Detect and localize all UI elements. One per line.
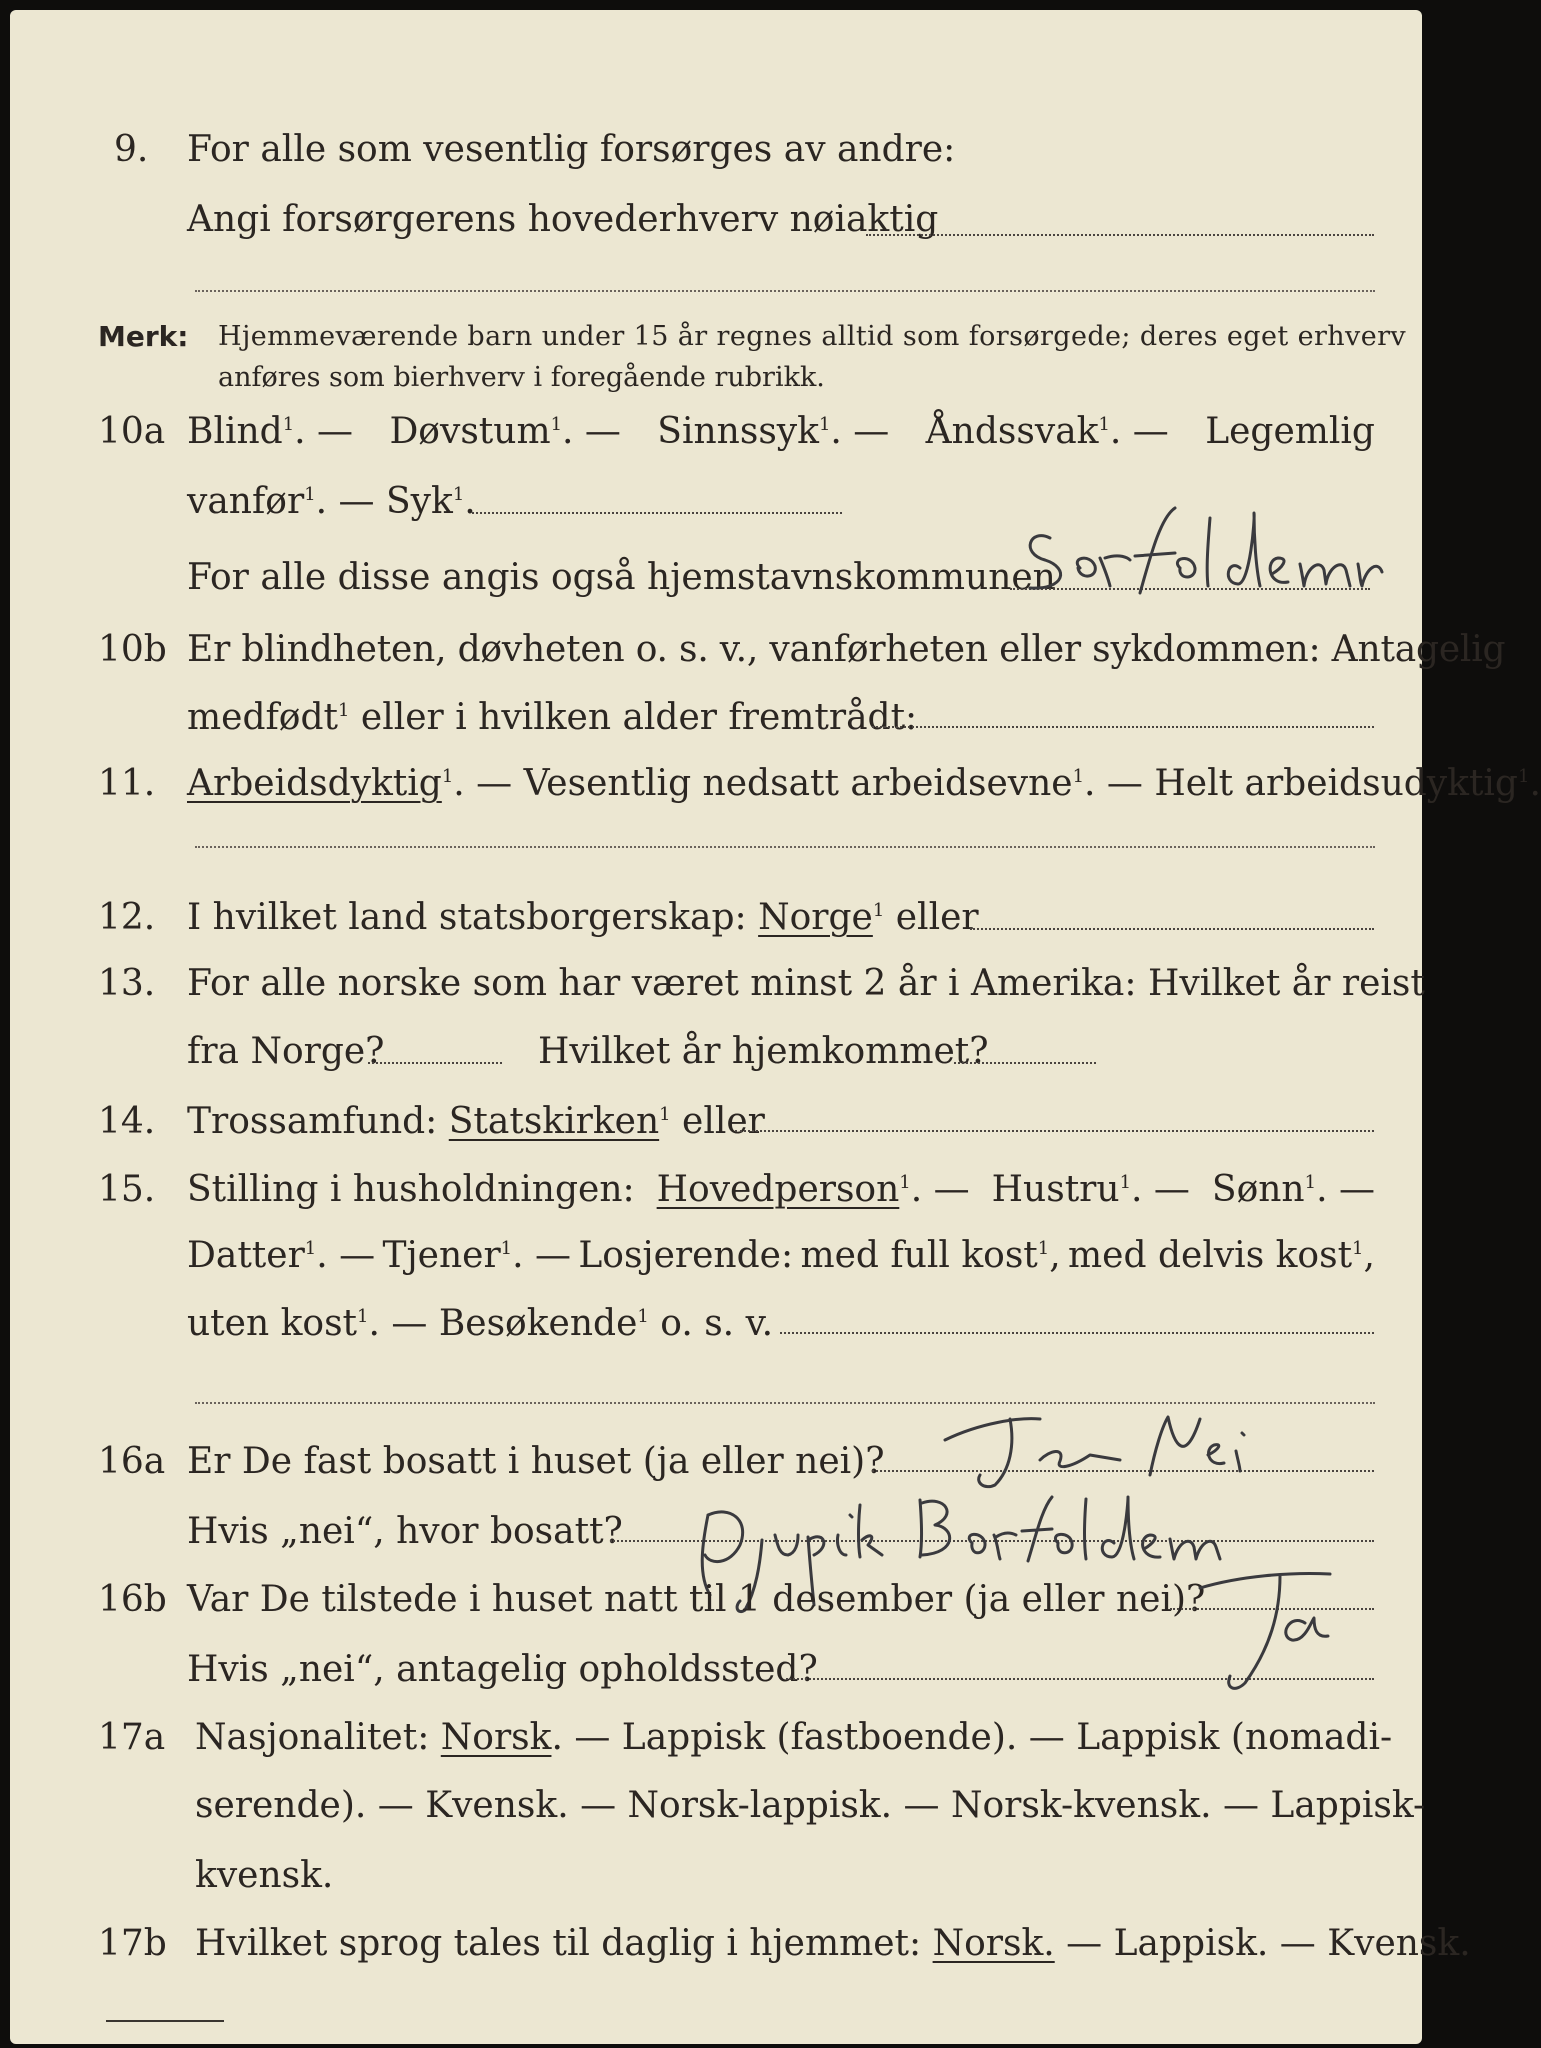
q12-number: 12. bbox=[98, 897, 156, 938]
q10b-line1: Er blindheten, døvheten o. s. v., vanførheten eller sykdommen: Antagelig bbox=[187, 629, 1506, 670]
q10a-line3: For alle disse angis også hjemstavnskommunen bbox=[187, 557, 1056, 598]
handwriting-ja-nei bbox=[940, 1405, 1270, 1495]
hovedperson-option: Hovedperson bbox=[656, 1169, 900, 1210]
norsk-language-option: Norsk. bbox=[932, 1923, 1055, 1964]
q11-number: 11. bbox=[98, 763, 156, 804]
q13-fra-line bbox=[368, 1062, 502, 1064]
handwriting-sorfolden bbox=[1010, 498, 1390, 608]
q15-line3: uten kost$^1$. — Besøkende$^1$ o. s. v. bbox=[187, 1303, 774, 1344]
q10b-line2: medfødt$^1$ eller i hvilken alder fremtrådt: bbox=[187, 697, 918, 738]
q16a-number: 16a bbox=[98, 1441, 166, 1482]
statskirken-option: Statskirken bbox=[448, 1101, 660, 1142]
q10a-line2: vanfør$^1$. — Syk$^1$. bbox=[187, 481, 476, 522]
q13-hjem: Hvilket år hjemkommet? bbox=[538, 1031, 989, 1072]
q13-hjem-line bbox=[954, 1062, 1096, 1064]
q9-line1: For alle som vesentlig forsørges av andre: bbox=[187, 129, 956, 170]
q12-answer-line bbox=[970, 928, 1374, 930]
dovstum-option: Døvstum$^1$. — bbox=[389, 411, 621, 452]
merk-label: Merk: bbox=[98, 320, 189, 353]
legemlig-option: Legemlig bbox=[1205, 411, 1375, 452]
q10a-syk-line bbox=[472, 512, 842, 514]
q9-number: 9. bbox=[114, 129, 149, 170]
q10b-number: 10b bbox=[98, 629, 167, 670]
q9-answer-line bbox=[866, 234, 1374, 236]
handwriting-ja bbox=[1190, 1558, 1360, 1698]
q16b-number: 16b bbox=[98, 1579, 167, 1620]
q13-line1: For alle norske som har været minst 2 år i Amerika: Hvilket år reist bbox=[187, 963, 1425, 1004]
norsk-option: Norsk bbox=[440, 1717, 552, 1758]
q15-line1: Stilling i husholdningen: Hovedperson$^1$. — Hustru$^1$. — Sønn$^1$. — bbox=[187, 1169, 1375, 1210]
q15-rule bbox=[195, 1402, 1375, 1404]
q17a-number: 17a bbox=[98, 1717, 166, 1758]
q16b-line1: Var De tilstede i huset natt til 1 desember (ja eller nei)? bbox=[187, 1579, 1206, 1620]
q11-line: Arbeidsdyktig$^1$. — Vesentlig nedsatt arbeidsevne$^1$. — Helt arbeidsudyktig$^1$. bbox=[187, 763, 1541, 804]
q9-line2: Angi forsørgerens hovederhverv nøiaktig bbox=[187, 199, 939, 240]
footnote-rule bbox=[106, 2020, 224, 2022]
q16a-line1: Er De fast bosatt i huset (ja eller nei)? bbox=[187, 1441, 885, 1482]
q14-answer-line bbox=[735, 1130, 1374, 1132]
norge-option: Norge bbox=[758, 897, 873, 938]
q15-number: 15. bbox=[98, 1169, 156, 1210]
q10a-number: 10a bbox=[98, 411, 166, 452]
q13-number: 13. bbox=[98, 963, 156, 1004]
census-form-page bbox=[10, 10, 1541, 2044]
arbeidsdyktig-option: Arbeidsdyktig bbox=[187, 763, 442, 804]
q17a-line3: kvensk. bbox=[195, 1855, 334, 1896]
q17a-line2: serende). — Kvensk. — Norsk-lappisk. — Norsk-kvensk. — Lappisk- bbox=[195, 1785, 1426, 1826]
q10b-answer-line bbox=[872, 726, 1374, 728]
q14-line: Trossamfund: Statskirken$^1$ eller bbox=[187, 1101, 765, 1142]
andssvak-option: Åndssvak$^1$. — bbox=[925, 411, 1169, 452]
blind-option: Blind$^1$. — bbox=[187, 411, 354, 452]
q15-answer-line bbox=[780, 1332, 1374, 1334]
q14-number: 14. bbox=[98, 1101, 156, 1142]
q9-rule bbox=[195, 290, 1375, 292]
merk-line2: anføres som bierhverv i foregående rubrikk. bbox=[218, 362, 825, 393]
q16a-line2: Hvis „nei“, hvor bosatt? bbox=[187, 1511, 623, 1552]
q17a-line1: Nasjonalitet: Norsk. — Lappisk (fastboende). — Lappisk (nomadi- bbox=[195, 1717, 1393, 1758]
q11-rule bbox=[195, 846, 1375, 848]
q10a-line1 bbox=[187, 411, 1375, 452]
q13-fra: fra Norge? bbox=[187, 1031, 385, 1072]
q16b-line2: Hvis „nei“, antagelig opholdssted? bbox=[187, 1649, 818, 1690]
q15-line2: Datter$^1$. — Tjener$^1$. — Losjerende: med full kost$^1$, med delvis kost$^1$, bbox=[187, 1235, 1375, 1276]
q12-line: I hvilket land statsborgerskap: Norge$^1$ eller bbox=[187, 897, 979, 938]
q17b-line: Hvilket sprog tales til daglig i hjemmet: Norsk. — Lappisk. — Kvensk. bbox=[195, 1923, 1471, 1964]
sinnssyk-option: Sinnssyk$^1$. — bbox=[657, 411, 890, 452]
q17b-number: 17b bbox=[98, 1923, 167, 1964]
merk-line1: Hjemmeværende barn under 15 år regnes alltid som forsørgede; deres eget erhverv bbox=[218, 321, 1407, 352]
